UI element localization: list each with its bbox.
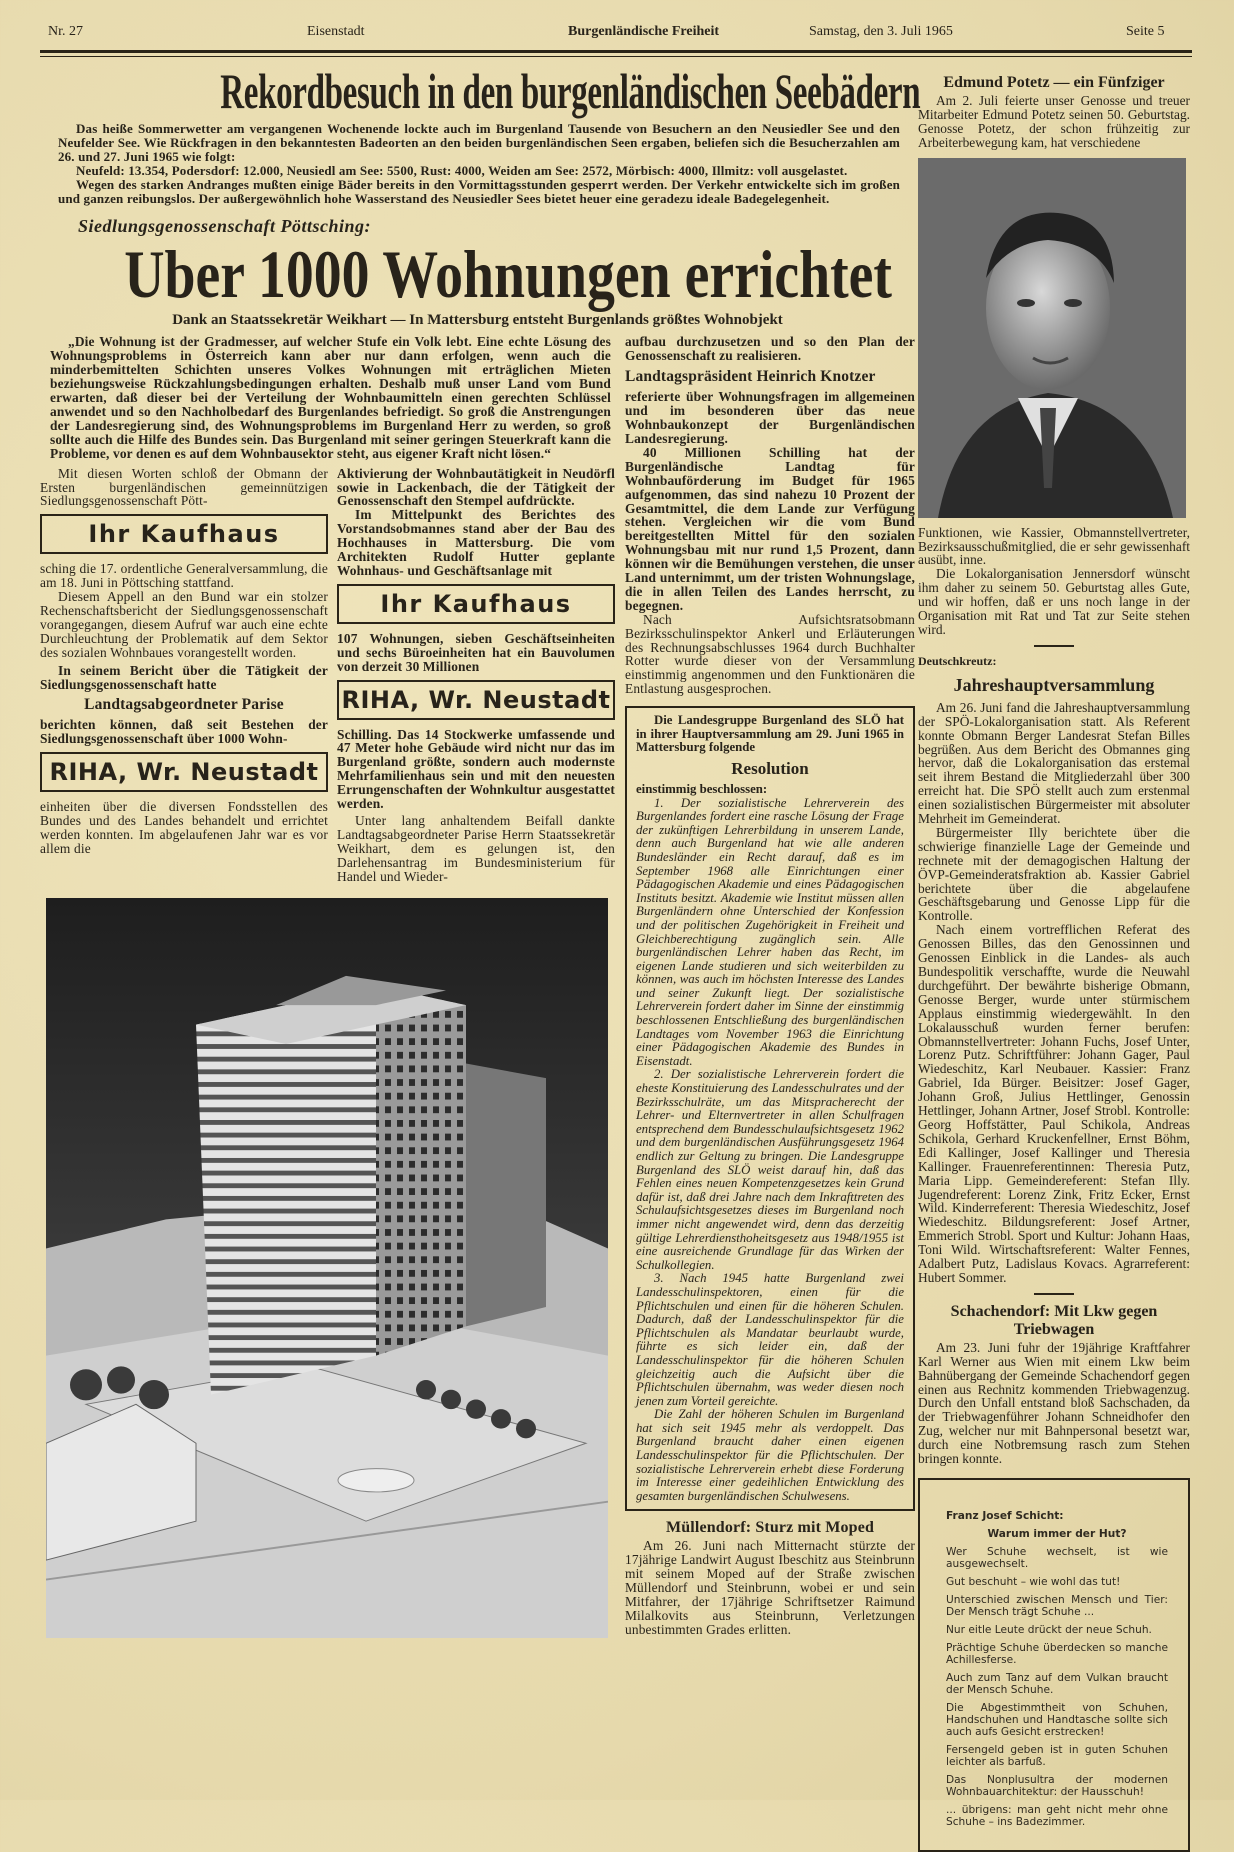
paragraph: Im Mittelpunkt des Berichtes des Vorstandsobmannes stand aber der Bau des Hochhauses in Mattersburg. Die vom Architekten Rudolf Hutter geplante Wohnhaus- und Geschäftsanlage mit xyxy=(337,507,615,578)
paragraph: Wegen des starken Andranges mußten einige Bäder bereits in den Vormittagsstunden gesperrt werden. Der Verkehr entwickelte sich im großen und ganzen reibungslos. Der außergewöhnlich hohe Wasserstand des Neusiedler Sees bietet heuer eine geradezu ideale Badegelegenheit. xyxy=(58,176,900,206)
resolution-title: Resolution xyxy=(731,758,809,778)
divider xyxy=(1034,645,1074,647)
headline-potetz: Edmund Potetz — ein Fünfziger xyxy=(943,74,1165,91)
poem-line: Nur eitle Leute drückt der neue Schuh. xyxy=(946,1624,1152,1636)
kicker-deutschkreutz: Deutschkreutz: xyxy=(918,653,997,668)
paragraph: Nach Aufsichtsratsobmann Bezirksschulinspektor Ankerl und Erläuterungen des Rechnungsabschlusses 1964 durch Buchhalter Rotter wurde dieser von der Versammlung einstimmig angenommen und den Funktionären die Entlastung ausgesprochen. xyxy=(625,611,915,697)
issue-date: Samstag, den 3. Juli 1965 xyxy=(809,24,953,39)
resolution-intro: Die Landesgruppe Burgenland des SLÖ hat in ihrer Hauptversammlung am 29. Juni 1965 in Mattersburg folgende xyxy=(636,713,904,755)
article-potetz xyxy=(918,74,1190,150)
paragraph: Am 2. Juli feierte unser Genosse und treuer Mitarbeiter Edmund Potetz seinen 50. Geburtstag. Genosse Potetz, der schon frühzeitig zur Arbeiterbewegung kam, hat verschiedene xyxy=(918,93,1190,150)
photo-building-model xyxy=(46,898,608,1638)
poem-line: Das Nonplusultra der modernen Wohnbauarchitektur: der Hausschuh! xyxy=(946,1774,1168,1798)
resolution-box xyxy=(625,706,915,1511)
paragraph: aufbau durchzusetzen und so den Plan der Genossenschaft zu realisieren. xyxy=(625,334,915,364)
kicker: Siedlungsgenossenschaft Pöttsching: xyxy=(78,216,372,237)
paragraph: 40 Millionen Schilling hat der Burgenländische Landtag für Wohnbauförderung im Budget für 1965 aufgenommen, das sind nahezu 10 Prozent der Gesamtmittel, die dem Lande zur Verfügung stehen. Vergleichen wir die vom Bund bereitgestellten Mittel für den sozialen Wohnungsbau mit nur rund 1,5 Prozent, dann können wir die Bemühungen verstehen, die unser Land unternimmt, um der tristen Wohnungslage, die in allen Teilen des Landes herrscht, zu begegnen. xyxy=(625,444,915,613)
divider xyxy=(1034,1293,1074,1295)
paragraph: Das heiße Sommerwetter am vergangenen Wochenende lockte auch im Burgenland Tausende von Besuchern an den Neusiedler See und den Neufelder See. Wie Rückfragen in den bekanntesten Badeorten an den beiden burgenländischen Seen ergaben, beliefen sich die Besucherzahlen am 26. und 27. Juni 1965 wie folgt: xyxy=(58,121,900,164)
poem xyxy=(946,1510,1168,1828)
poem-line: ... übrigens: man geht nicht mehr ohne Schuhe – ins Badezimmer. xyxy=(946,1804,1168,1828)
paragraph: Funktionen, wie Kassier, Obmannstellvertreter, Bezirksausschußmitglied, die er sehr gewissenhaft ausübt, inne. xyxy=(918,524,1190,568)
ad-riha: RIHA, Wr. Neustadt xyxy=(337,680,615,720)
article-wohnungen-body xyxy=(40,335,915,1637)
poem-author: Franz Josef Schicht: xyxy=(946,1510,1064,1522)
article-muellendorf xyxy=(625,1519,915,1636)
place: Eisenstadt xyxy=(307,24,365,39)
paragraph: einheiten über die diversen Fondsstellen des Bundes und des Landes behandelt und errichtet werden konnten. Im abgelaufenen Jahr war es vor allem die xyxy=(40,799,328,856)
headline-wohnungen: Uber 1000 Wohnungen errichtet xyxy=(124,236,893,313)
paragraph: referierte über Wohnungsfragen im allgemeinen und im besonderen über das neue Wohnbaukonzept der Burgenländischen Landesregierung. xyxy=(625,389,915,446)
poem-line: Auch zum Tanz auf dem Vulkan braucht der Mensch Schuhe. xyxy=(946,1672,1168,1696)
paragraph: sching die 17. ordentliche Generalversammlung, die am 18. Juni in Pöttsching stattfand. xyxy=(40,561,328,591)
article-potetz-continued xyxy=(918,526,1190,1466)
paragraph: Unter lang anhaltendem Beifall dankte Landtagsabgeordneter Parise Herrn Staatssekretär Weikhart, dem es gelungen ist, den Darlehensantrag im Bundesministerium für Handel und Wieder- xyxy=(337,813,615,884)
poem-line: Unterschied zwischen Mensch und Tier: Der Mensch trägt Schuhe ... xyxy=(946,1594,1168,1618)
paragraph: Neufeld: 13.354, Podersdorf: 12.000, Neusiedl am See: 5500, Rust: 4000, Weiden am See: 2572, Mörbisch: 4000, Illmitz: voll ausgelastet. xyxy=(76,162,848,178)
paragraph: Die Lokalorganisation Jennersdorf wünscht ihm daher zu seinem 50. Geburtstag alles Gute, und wir hoffen, daß er uns noch lange in der Organisation mit Rat und Tat zur Seite stehen wird. xyxy=(918,566,1190,637)
poem-line: Prächtige Schuhe überdecken so manche Achillesferse. xyxy=(946,1642,1168,1666)
portrait-image xyxy=(918,158,1186,518)
columns xyxy=(40,467,615,884)
right-column xyxy=(918,70,1190,1852)
poem-line: Die Abgestimmtheit von Schuhen, Handschuhen und Handtasche sollte sich auch aufs Gesicht erstrecken! xyxy=(946,1702,1168,1738)
subhead: Landtagspräsident Heinrich Knotzer xyxy=(625,368,876,386)
subheadline: Dank an Staatssekretär Weikhart — In Mattersburg entsteht Burgenlands größtes Wohnobjekt xyxy=(172,312,783,329)
column-3 xyxy=(625,335,915,696)
issue-number: Nr. 27 xyxy=(48,24,83,39)
newspaper-name: Burgenländische Freiheit xyxy=(568,24,720,39)
main-area xyxy=(40,62,921,1638)
ad-riha: RIHA, Wr. Neustadt xyxy=(40,752,328,792)
resolution-item: Die Zahl der höheren Schulen im Burgenland hat sich seit 1945 mehr als verdoppelt. Das Burgenland braucht daher einen eigenen Landesschulinspektor für die Pflichtschulen. Der sozialistische Lehrerverein erhebt diese Forderung im Interesse einer gedeihlichen Entwicklung des gesamten burgenländischen Schulwesens. xyxy=(636,1407,904,1503)
poem-line: Fersengeld geben ist in guten Schuhen leichter als barfuß. xyxy=(946,1744,1168,1768)
quote-paragraph xyxy=(40,335,615,460)
paragraph: Diesem Appell an den Bund war ein stolzer Rechenschaftsbericht der Siedlungsgenossenschaft vorangegangen, diesem Aufruf war auch eine echte Durchleuchtung der Problematik auf dem Sektor des sozialen Wohnbaues vorangestellt worden. xyxy=(40,589,328,660)
resolution-item: 3. Nach 1945 hatte Burgenland zwei Landesschulinspektoren, einen für die Pflichtschulen und einen für die höheren Schulen. Dadurch, daß der Landesschulinspektor für die Pflichtschulen als Mandatar beurlaubt wurde, führte es sich leider ein, daß der Landesschulinspektor für die höheren Schulen gleichzeitig auch die Aufsicht über die Pflichtschulen übernahm, was weder diesen noch jenen zum Vorteil gereichte. xyxy=(636,1271,904,1408)
resolution-item: 2. Der sozialistische Lehrerverein fordert die eheste Konstituierung des Landesschulrates und der Bezirksschulräte, um das Mitspracherecht der Lehrer- und Elternvertreter in allen Schulfragen entsprechend dem Bundesschulaufsichtsgesetz 1962 und dem burgenländischen Ausführungsgesetz 1964 endlich zur Geltung zu bringen. Die Landesgruppe Burgenland des SLÖ weist darauf hin, daß das Fehlen eines neuen Kompetenzgesetzes kein Grund dafür ist, daß drei Jahre nach dem Inkrafttreten des Schulaufsichtsgesetzes dieses im Burgenland noch immer nicht angewendet wird, denn das derzeitig gültige Lehrerdiensthoheitsgesetz aus 1948/1955 ist eine ausreichende Grundlage für das Wirken der Schulkollegien. xyxy=(636,1067,904,1272)
page-number: Seite 5 xyxy=(1126,24,1165,39)
left-part xyxy=(40,335,615,1637)
header-rule xyxy=(40,50,1192,57)
column-2 xyxy=(337,467,615,884)
headline-schachendorf: Schachendorf: Mit Lkw gegen Triebwagen xyxy=(950,1302,1158,1338)
headline-rekordbesuch: Rekordbesuch in den burgenländischen Seebädern xyxy=(220,63,921,119)
paragraph: Nach einem vortrefflichen Referat des Genossen Billes, das den Genossinnen und Genossen Einblick in die Landes- als auch Bundespolitik verschaffte, wurde die Neuwahl durchgeführt. Der bewährte bisherige Obmann, Genosse Berger, wurde unter stürmischem Applaus einstimmig wiedergewählt. In den Lokalausschuß wurden ferner berufen: Obmannstellvertreter: Johann Fuchs, Josef Unter, Lorenz Putz. Schriftführer: Johann Gager, Paul Wiedeschitz, Karl Neubauer. Kassier: Franz Gabriel, Ida Bürger. Beisitzer: Josef Gager, Johann Groß, Julius Hettlinger, Genossin Hettlinger, Johann Artner, Josef Strobl. Kontrolle: Georg Hoffstätter, Paul Schikola, Andreas Schikola, Gerhard Kruckenfellner, Ernst Böhm, Edi Kallinger, Josef Kallinger und Theresia Kallinger. Frauenreferentinnen: Theresia Putz, Maria Lipp. Gemeindereferent: Stefan Illy. Jugendreferent: Lorenz Zink, Fritz Ecker, Ernst Wild. Kinderreferent: Theresia Wiedeschitz, Josef Wiedeschitz. Bildungsreferent: Josef Artner, Emmerich Strobl. Sport und Kultur: Johann Haas, Toni Wild. Wirtschaftsreferent: Walter Fennes, Adalbert Putz, Ladislaus Kovacs. Agrarreferent: Hubert Sommer. xyxy=(918,922,1190,1285)
poem-line: Gut beschuht – wie wohl das tut! xyxy=(946,1576,1121,1588)
paragraph: In seinem Bericht über die Tätigkeit der Siedlungsgenossenschaft hatte xyxy=(40,662,328,692)
paragraph: Aktivierung der Wohnbautätigkeit in Neudörfl sowie in Lackenbach, die der Tätigkeit der Genossenschaft den Stempel aufdrückte. xyxy=(337,465,615,509)
resolution-lead: einstimmig beschlossen: xyxy=(636,781,768,796)
article-rekordbesuch xyxy=(58,122,900,205)
poem-title: Warum immer der Hut? xyxy=(987,1528,1127,1540)
headline-jahreshauptversammlung: Jahreshauptversammlung xyxy=(953,674,1155,695)
paragraph: Am 23. Juni fuhr der 19jährige Kraftfahrer Karl Werner aus Wien mit einem Lkw beim Bahnübergang der Gemeinde Schachendorf gegen einen aus Rechnitz kommenden Triebwagenzug. Durch den Unfall entstand bloß Sachschaden, da der Triebwagenführer Johann Schneidhofer den Zug, welcher nur mit Bahnpersonal besetzt war, durch eine Notbremsung rasch zum Stehen bringen konnte. xyxy=(918,1339,1190,1467)
column-1 xyxy=(40,467,328,856)
paragraph: Mit diesen Worten schloß der Obmann der Ersten burgenländischen gemeinnützigen Siedlungsgenossenschaft Pött- xyxy=(40,465,328,509)
building-model-image xyxy=(46,898,608,1638)
ad-kaufhaus: Ihr Kaufhaus xyxy=(40,514,328,554)
paragraph: Bürgermeister Illy berichtete über die schwierige finanzielle Lage der Gemeinde und rechnete mit der demagogischen Haltung der ÖVP-Gemeinderatsfraktion ab. Kassier Gabriel berichtete über die abgelaufene Geschäftsgebarung und Genosse Lipp für die Kontrolle. xyxy=(918,824,1190,924)
paragraph: Am 26. Juni nach Mitternacht stürzte der 17jährige Landwirt August Ibeschitz aus Steinbrunn mit seinem Moped auf der Straße zwischen Müllendorf und Steinbrunn, wobei er und sein Mitfahrer, der 17jährige Schriftsetzer Raimund Milalkovits aus Steinbrunn, Verletzungen unbestimmten Grades erlitten. xyxy=(625,1538,915,1637)
portrait-edmund-potetz xyxy=(918,158,1186,518)
ad-kaufhaus: Ihr Kaufhaus xyxy=(337,584,615,624)
paragraph: Am 26. Juni fand die Jahreshauptversammlung der SPÖ-Lokalorganisation statt. Als Referent konnte Obmann Berger Landesrat Stefan Billes begrüßen. Aus dem Bericht des Obmannes ging hervor, daß die Lokalorganisation das erstemal seit ihrem Bestand die Mitgliederzahl über 300 erreicht hat. Die SPÖ stellt auch zum erstenmal einen sozialistischen Bürgermeister mit absoluter Mehrheit im Gemeinderat. xyxy=(918,699,1190,827)
paragraph: berichten können, daß seit Bestehen der Siedlungsgenossenschaft über 1000 Wohn- xyxy=(40,717,328,747)
resolution-item: 1. Der sozialistische Lehrerverein des Burgenlandes fordert eine rasche Lösung der Frage der zukünftigen Lehrerbildung in unserem Lande, denn auch Burgenland hat wie alle anderen Bundesländer ein Recht darauf, daß es im September 1968 alle Einrichtungen einer Pädagogischen Akademie und eines Pädagogischen Instituts besitzt. Akademie wie Institut müssen allen Burgenländern ohne Unterschied der Konfession und der politischen Zugehörigkeit in Freiheit und Gleichberechtigung zugänglich sein. Alle burgenländischen Lehrer haben das Recht, im eigenen Lande studieren und sich weiterbilden zu können, was auch im höchsten Interesse des Landes und seiner Zukunft liegt. Der sozialistische Lehrerverein fordert daher im Sinne der einstimmig beschlossenen Entschließung des burgenländischen Landtages vom November 1963 die Einrichtung einer Pädagogischen Akademie des Bundes in Eisenstadt. xyxy=(636,795,904,1068)
poem-box xyxy=(918,1478,1190,1852)
poem-line: Wer Schuhe wechselt, ist wie ausgewechselt. xyxy=(946,1546,1168,1570)
paragraph: 107 Wohnungen, sieben Geschäftseinheiten und sechs Büroeinheiten hat ein Bauvolumen von derzeit 30 Millionen xyxy=(337,630,615,674)
quote-text: „Die Wohnung ist der Gradmesser, auf welcher Stufe ein Volk lebt. Eine echte Lösung des Wohnungsproblems in Österreich kann aber nur dann erfolgen, wenn auch die minderbemittelten Schichten unseres Volkes Wohnungen mit erträglichen Mieten beziehungsweise Rückzahlungsbedingungen erhalten. Deshalb muß unser Land vom Bund erwarten, daß dieser bei der Verteilung der Wohnbaumitteln einen gerechten Schlüssel anwendet und so den Nachholbedarf des Burgenlandes befriedigt. So groß die Anstrengungen der Landesregierung sind, des Wohnungsproblems im Burgenland Herr zu werden, so groß sollte auch die Hilfe des Bundes sein. Das Burgenland mit seiner geringen Steuerkraft kann die Probleme, vor denen es auf dem Wohnbausektor steht, aus eigener Kraft nicht lösen.“ xyxy=(50,334,611,461)
right-part xyxy=(625,335,915,1636)
paragraph: Schilling. Das 14 Stockwerke umfassende und 47 Meter hohe Gebäude wird nicht nur das im Burgenland größte, sondern auch modernste Mehrfamilienhaus sein und mit den neuesten Errungenschaften der Wohnkultur ausgestattet werden. xyxy=(337,726,615,812)
headline-muellendorf: Müllendorf: Sturz mit Moped xyxy=(665,1519,875,1537)
subhead: Landtagsabgeordneter Parise xyxy=(84,696,284,714)
